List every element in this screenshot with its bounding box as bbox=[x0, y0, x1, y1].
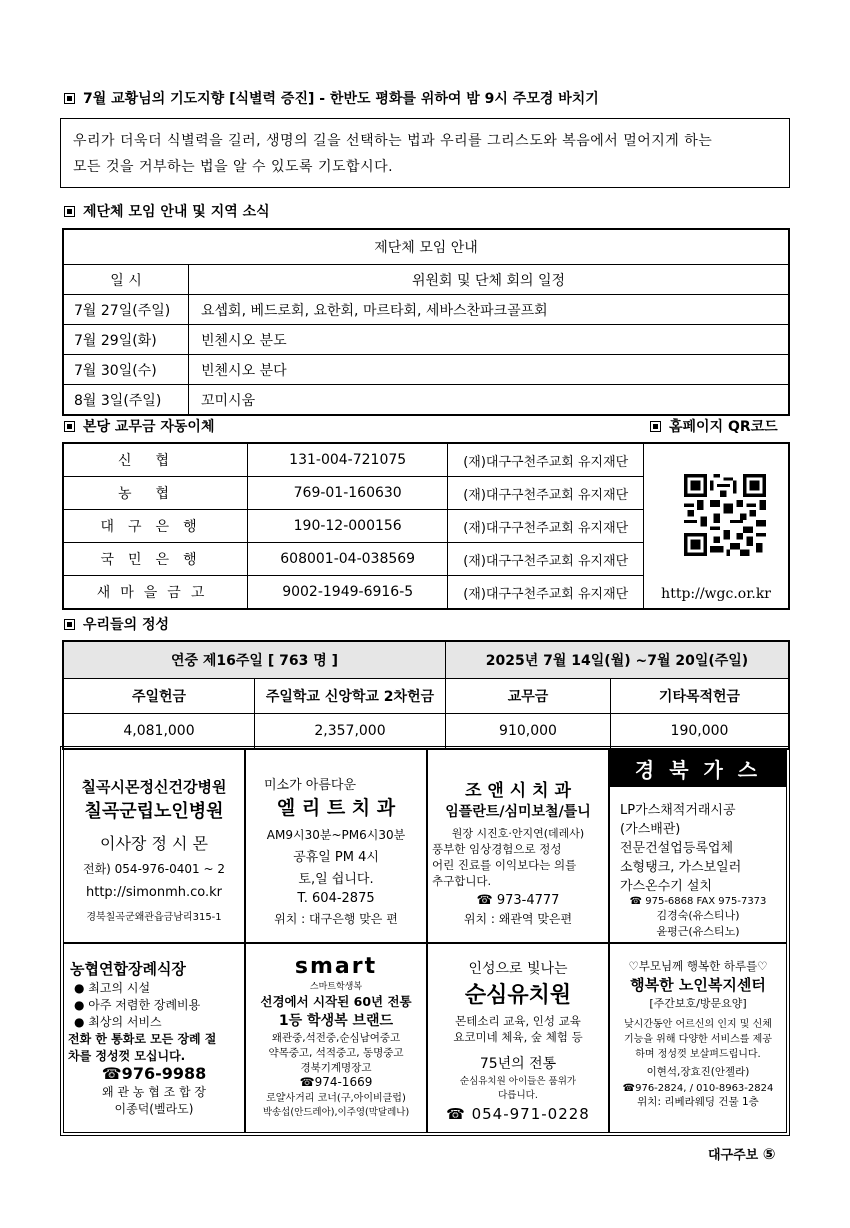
bank-account: 9002-1949-6916-5 bbox=[248, 576, 448, 610]
funeral-point-2: ● 아주 저렴한 장례비용 bbox=[74, 998, 201, 1012]
elite-closed: 토,일 쉽니다. bbox=[298, 872, 374, 887]
kinder-desc-2: 다릅니다. bbox=[498, 1090, 538, 1101]
offering-header: 주일학교 신앙학교 2차헌금 bbox=[255, 679, 446, 714]
hospital-url: http://simonmh.co.kr bbox=[86, 885, 222, 900]
meeting-date: 7월 29일(화) bbox=[63, 325, 189, 355]
welfare-desc-3: 하며 정성껏 보살펴드립니다. bbox=[635, 1049, 761, 1060]
meeting-schedule: 꼬미시움 bbox=[189, 385, 790, 416]
welfare-tagline: ♡부모님께 행복한 하루를♡ bbox=[628, 959, 768, 973]
offering-value: 910,000 bbox=[446, 714, 611, 750]
hospital-address: 경북칠곡군왜관읍금남리315-1 bbox=[86, 912, 222, 923]
bank-name: 국민은행 bbox=[63, 543, 248, 576]
funeral-contact: 이종덕(벨라도) bbox=[114, 1102, 194, 1116]
prayer-box bbox=[60, 118, 790, 188]
bank-title-text: 본당 교무금 자동이체 bbox=[83, 419, 215, 435]
bank-name: 농협 bbox=[63, 477, 248, 510]
gas-line-4: 소형탱크, 가스보일러 bbox=[620, 860, 742, 875]
prayer-title-text: 7월 교황님의 기도지향 [식별력 증진] - 한반도 평화를 위하여 밤 9시 주모경 바치기 bbox=[83, 91, 599, 107]
kinder-tagline: 인성으로 빛나는 bbox=[468, 961, 568, 977]
funeral-desc-2: 차를 정성껏 모십니다. bbox=[68, 1049, 186, 1063]
bank-account: 131-004-721075 bbox=[248, 443, 448, 477]
welfare-desc-2: 기능을 위해 다양한 서비스를 제공 bbox=[624, 1034, 772, 1045]
page-number: ⑤ bbox=[762, 1145, 776, 1163]
kinder-name: 순심유치원 bbox=[464, 983, 572, 1008]
table-row bbox=[63, 325, 789, 355]
ad-welfare bbox=[609, 943, 787, 1133]
square-bullet-icon bbox=[64, 421, 75, 432]
meeting-date: 7월 30일(수) bbox=[63, 355, 189, 385]
hospital-phone: 전화) 054-976-0401 ~ 2 bbox=[82, 862, 225, 876]
gas-line-3: 전문건설업등록업체 bbox=[620, 841, 734, 856]
welfare-phone: ☎976-2824, / 010-8963-2824 bbox=[622, 1083, 774, 1094]
welfare-contact: 이현석,장효진(안젤라) bbox=[646, 1066, 750, 1078]
meeting-schedule: 요셉회, 베드로회, 요한회, 마르타회, 세바스찬파크골프회 bbox=[189, 295, 790, 325]
bank-holder: (재)대구구천주교회 유지재단 bbox=[448, 443, 644, 477]
bank-account: 608001-04-038569 bbox=[248, 543, 448, 576]
offering-header: 교무금 bbox=[446, 679, 611, 714]
bank-account: 190-12-000156 bbox=[248, 510, 448, 543]
kinder-programs-2: 요코미네 체육, 숲 체험 등 bbox=[453, 1030, 583, 1044]
funeral-name: 농협연합장례식장 bbox=[70, 960, 186, 978]
joe-phone: ☎ 973-4777 bbox=[476, 893, 560, 908]
offering-title-text: 우리들의 정성 bbox=[83, 617, 170, 633]
ad-kindergarten bbox=[427, 943, 609, 1133]
smart-contact: 박송섭(안드레아),이주영(막달레나) bbox=[262, 1107, 410, 1118]
joe-desc-2: 어린 진료를 이익보다는 의를 bbox=[432, 858, 577, 872]
qr-section-title bbox=[650, 416, 778, 436]
joe-desc-1: 풍부한 임상경험으로 정성 bbox=[432, 842, 562, 856]
elite-phone: T. 604-2875 bbox=[297, 891, 375, 906]
kinder-tradition: 75년의 전통 bbox=[479, 1056, 557, 1072]
joe-location: 위치 : 왜관역 맞은편 bbox=[463, 912, 573, 926]
funeral-point-1: ● 최고의 시설 bbox=[74, 981, 151, 995]
square-bullet-icon bbox=[650, 421, 661, 432]
welfare-desc-1: 낮시간동안 어르신의 인지 및 신체 bbox=[624, 1019, 772, 1030]
meeting-date: 8월 3일(주일) bbox=[63, 385, 189, 416]
smart-tradition: 선경에서 시작된 60년 전통 bbox=[260, 994, 412, 1009]
welfare-name: 행복한 노인복지센터 bbox=[630, 976, 766, 994]
ad-elite-dental bbox=[245, 749, 427, 943]
table-row bbox=[63, 355, 789, 385]
welfare-location: 위치: 리베라웨딩 건물 1층 bbox=[637, 1096, 759, 1108]
gas-line-1: LP가스채적거래시공 bbox=[620, 803, 736, 818]
meeting-schedule: 빈첸시오 분도 bbox=[189, 325, 790, 355]
smart-schools-2: 약목중고, 석적중고, 동명중고 bbox=[268, 1047, 404, 1059]
meetings-title-text: 제단체 모임 안내 및 지역 소식 bbox=[83, 204, 270, 220]
offering-week: 연중 제16주일 [ 763 명 ] bbox=[63, 641, 446, 679]
hospital-name-1: 칠곡시몬정신건강병원 bbox=[81, 778, 227, 796]
joe-director: 원장 시진호·안지연(데레사) bbox=[451, 827, 585, 840]
offering-period: 2025년 7월 14일(월) ~7월 20일(주일) bbox=[446, 641, 790, 679]
bank-account: 769-01-160630 bbox=[248, 477, 448, 510]
smart-logo: smart bbox=[294, 954, 378, 979]
gas-contact-1: 김경숙(유스티나) bbox=[656, 909, 740, 922]
bank-holder: (재)대구구천주교회 유지재단 bbox=[448, 576, 644, 610]
col-date-header: 일 시 bbox=[63, 265, 189, 295]
kinder-desc-1: 순심유치원 아이들은 품위가 bbox=[459, 1076, 577, 1087]
offering-header: 기타목적헌금 bbox=[611, 679, 790, 714]
offering-table bbox=[62, 640, 790, 750]
offering-header: 주일헌금 bbox=[63, 679, 255, 714]
bank-name: 새마을금고 bbox=[63, 576, 248, 610]
elite-holiday: 공휴일 PM 4시 bbox=[293, 850, 379, 865]
gas-name: 경 북 가 스 bbox=[610, 750, 786, 787]
smart-sub: 스마트학생복 bbox=[309, 982, 363, 992]
gas-contact-2: 윤평근(유스티노) bbox=[656, 925, 740, 938]
table-row bbox=[63, 443, 789, 477]
square-bullet-icon bbox=[64, 206, 75, 217]
prayer-text-line1: 우리가 더욱더 식별력을 길러, 생명의 길을 선택하는 법과 우리를 그리스도와 복음에서 멀어지게 하는 bbox=[73, 133, 713, 149]
offering-value: 190,000 bbox=[611, 714, 790, 750]
meetings-section-title bbox=[64, 201, 270, 221]
elite-name: 엘 리 트 치 과 bbox=[276, 797, 396, 819]
meetings-table bbox=[62, 228, 790, 416]
bank-table bbox=[62, 442, 790, 610]
smart-location: 로얄사거리 코너(구,아이비클럽) bbox=[266, 1093, 406, 1104]
welfare-services: [주간보호/방문요양] bbox=[649, 997, 747, 1010]
funeral-phone: ☎976-9988 bbox=[101, 1064, 207, 1083]
ad-funeral bbox=[63, 943, 245, 1133]
prayer-text-line2: 모든 것을 거부하는 법을 알 수 있도록 기도합시다. bbox=[73, 159, 394, 175]
offering-value: 2,357,000 bbox=[255, 714, 446, 750]
table-row bbox=[63, 385, 789, 416]
meeting-date: 7월 27일(주일) bbox=[63, 295, 189, 325]
smart-phone: ☎974-1669 bbox=[299, 1075, 373, 1089]
ads-grid bbox=[60, 746, 790, 1136]
smart-brand: 1등 학생복 브랜드 bbox=[278, 1013, 394, 1029]
square-bullet-icon bbox=[64, 93, 75, 104]
bank-holder: (재)대구구천주교회 유지재단 bbox=[448, 477, 644, 510]
bank-holder: (재)대구구천주교회 유지재단 bbox=[448, 543, 644, 576]
footer-label: 대구주보 bbox=[708, 1148, 759, 1163]
gas-phone: ☎ 975-6868 FAX 975-7373 bbox=[629, 896, 767, 907]
col-schedule-header: 위원회 및 단체 회의 일정 bbox=[189, 265, 790, 295]
meeting-schedule: 빈첸시오 분다 bbox=[189, 355, 790, 385]
funeral-point-3: ● 최상의 서비스 bbox=[74, 1015, 162, 1029]
kinder-programs-1: 몬테소리 교육, 인성 교육 bbox=[455, 1014, 581, 1028]
hospital-name-2: 칠곡군립노인병원 bbox=[84, 801, 224, 822]
joe-desc-3: 추구합니다. bbox=[432, 874, 492, 888]
qr-title-text: 홈페이지 QR코드 bbox=[669, 419, 778, 435]
prayer-section-title bbox=[64, 88, 599, 108]
elite-hours: AM9시30분~PM6시30분 bbox=[266, 828, 406, 842]
gas-line-2: (가스배관) bbox=[620, 822, 681, 837]
offering-value: 4,081,000 bbox=[63, 714, 255, 750]
elite-tagline: 미소가 아름다운 bbox=[264, 778, 357, 793]
joe-services: 임플란트/심미보철/틀니 bbox=[445, 804, 591, 820]
elite-location: 위치 : 대구은행 맞은 편 bbox=[274, 912, 398, 926]
gas-line-5: 가스온수기 설치 bbox=[620, 879, 713, 894]
ad-hospital bbox=[63, 749, 245, 943]
smart-schools-1: 왜관중,석전중,순심남여중고 bbox=[271, 1032, 401, 1044]
bank-name: 대구은행 bbox=[63, 510, 248, 543]
ad-joe-dental bbox=[427, 749, 609, 943]
square-bullet-icon bbox=[64, 619, 75, 630]
funeral-president: 왜 관 농 협 조 합 장 bbox=[101, 1085, 207, 1099]
funeral-desc-1: 전화 한 통화로 모든 장례 절 bbox=[68, 1032, 217, 1046]
table-row bbox=[63, 295, 789, 325]
ad-gas bbox=[609, 749, 787, 943]
ad-smart bbox=[245, 943, 427, 1133]
homepage-url[interactable]: http://wgc.or.kr bbox=[661, 586, 771, 602]
offering-section-title bbox=[64, 614, 169, 634]
joe-name: 조 앤 시 치 과 bbox=[465, 781, 571, 801]
bank-holder: (재)대구구천주교회 유지재단 bbox=[448, 510, 644, 543]
meetings-table-title: 제단체 모임 안내 bbox=[63, 229, 789, 265]
footer bbox=[708, 1144, 775, 1163]
bank-section-title bbox=[64, 416, 214, 436]
smart-schools-3: 경북기계명장고 bbox=[300, 1062, 372, 1074]
hospital-director: 이사장 정 시 몬 bbox=[100, 834, 208, 853]
kinder-phone: ☎ 054-971-0228 bbox=[446, 1105, 590, 1123]
qr-code-icon[interactable] bbox=[684, 474, 766, 556]
bank-name: 신협 bbox=[63, 443, 248, 477]
